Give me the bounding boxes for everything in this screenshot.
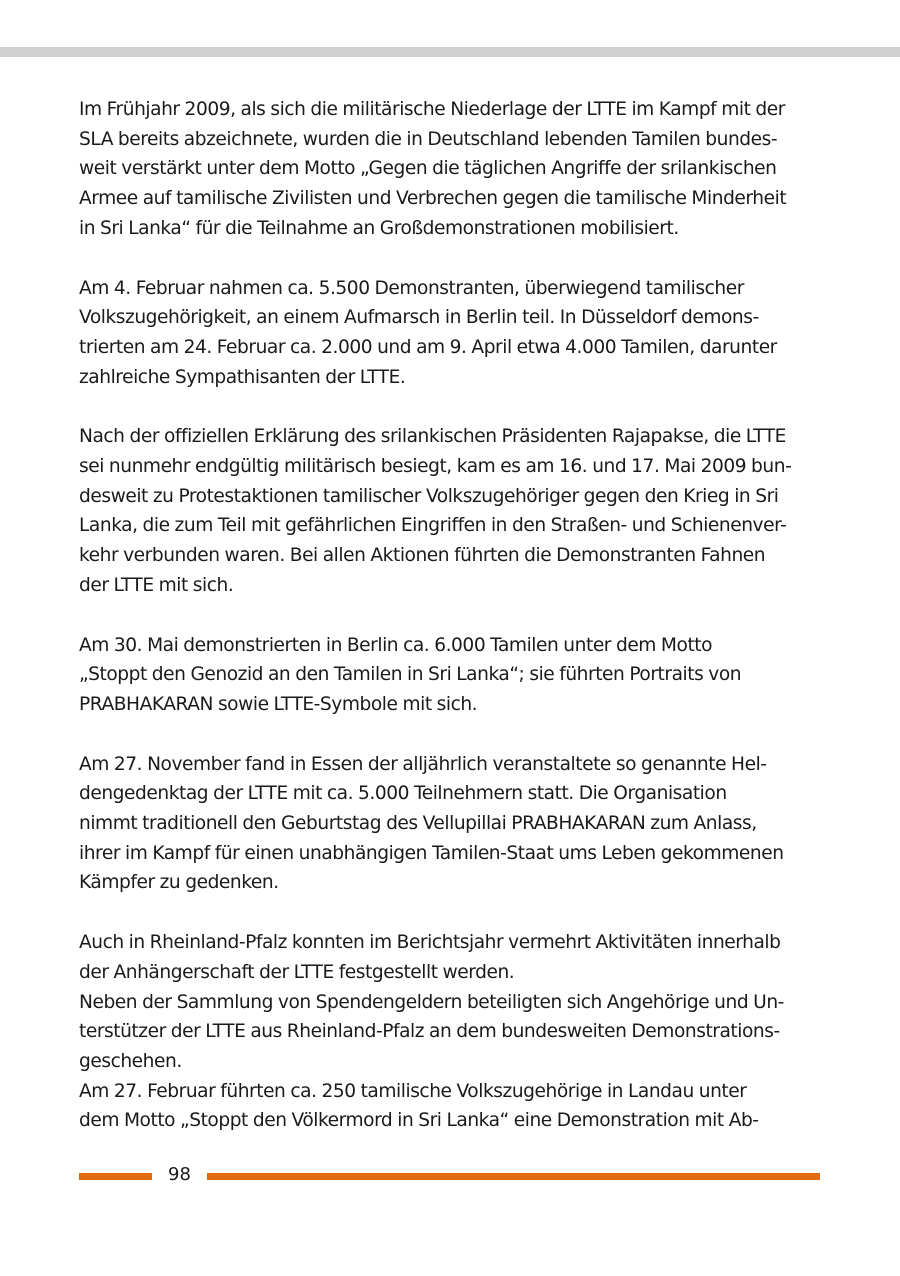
text-line: terstützer der LTTE aus Rheinland-Pfalz an dem bundesweiten Demonstrations- <box>79 1021 780 1043</box>
text-line: Am 30. Mai demonstrierten in Berlin ca. 6.000 Tamilen unter dem Motto <box>79 634 713 656</box>
text-line: der Anhängerschaft der LTTE festgestellt werden. <box>79 961 515 983</box>
header-rule <box>0 47 900 57</box>
text-line: in Sri Lanka“ für die Teilnahme an Großdemonstrationen mobilisiert. <box>79 217 679 239</box>
paragraph-4 <box>79 631 824 720</box>
paragraph-2 <box>79 274 824 393</box>
paragraph-5 <box>79 750 824 899</box>
footer-rule-right <box>207 1173 820 1180</box>
text-line: trierten am 24. Februar ca. 2.000 und am 9. April etwa 4.000 Tamilen, darunter <box>79 336 777 358</box>
text-line: dengedenktag der LTTE mit ca. 5.000 Teilnehmern statt. Die Organisation <box>79 783 727 805</box>
text-line: sei nunmehr endgültig militärisch besiegt, kam es am 16. und 17. Mai 2009 bun- <box>79 456 792 478</box>
text-line: Am 4. Februar nahmen ca. 5.500 Demonstranten, überwiegend tamilischer <box>79 277 744 299</box>
text-line: desweit zu Protestaktionen tamilischer Volkszugehöriger gegen den Krieg in Sri <box>79 485 779 507</box>
text-line: Armee auf tamilische Zivilisten und Verbrechen gegen die tamilische Minderheit <box>79 188 787 210</box>
text-line: ihrer im Kampf für einen unabhängigen Tamilen-Staat ums Leben gekommenen <box>79 842 784 864</box>
text-line: Am 27. Februar führten ca. 250 tamilische Volkszugehörige in Landau unter <box>79 1080 747 1102</box>
text-line: PRABHAKARAN sowie LTTE-Symbole mit sich. <box>79 693 478 715</box>
text-line: kehr verbunden waren. Bei allen Aktionen führten die Demonstranten Fahnen <box>79 545 766 567</box>
text-line: der LTTE mit sich. <box>79 574 234 596</box>
paragraph-1 <box>79 95 824 244</box>
text-line: Lanka, die zum Teil mit gefährlichen Eingriffen in den Straßen- und Schienenver- <box>79 515 787 537</box>
text-line: Am 27. November fand in Essen der alljährlich veranstaltete so genannte Hel- <box>79 753 767 775</box>
text-line: Volkszugehörigkeit, an einem Aufmarsch in Berlin teil. In Düsseldorf demons- <box>79 307 759 329</box>
text-line: SLA bereits abzeichnete, wurden die in Deutschland lebenden Tamilen bundes- <box>79 128 778 150</box>
text-line: dem Motto „Stoppt den Völkermord in Sri Lanka“ eine Demonstration mit Ab- <box>79 1110 759 1132</box>
text-line: Im Frühjahr 2009, als sich die militärische Niederlage der LTTE im Kampf mit der <box>79 99 785 120</box>
document-body <box>79 95 824 1136</box>
text-line: Kämpfer zu gedenken. <box>79 872 279 894</box>
paragraph-6 <box>79 928 824 1136</box>
page-number: 98 <box>168 1164 191 1185</box>
text-line: Neben der Sammlung von Spendengeldern beteiligten sich Angehörige und Un- <box>79 991 784 1013</box>
text-line: geschehen. <box>79 1050 182 1072</box>
text-line: Nach der offiziellen Erklärung des srilankischen Präsidenten Rajapakse, die LTTE <box>79 426 786 448</box>
paragraph-3 <box>79 422 824 600</box>
text-line: „Stoppt den Genozid an den Tamilen in Sri Lanka“; sie führten Portraits von <box>79 664 742 686</box>
text-line: weit verstärkt unter dem Motto „Gegen die täglichen Angriffe der srilankischen <box>79 158 777 180</box>
footer-rule-left <box>79 1173 152 1180</box>
text-line: Auch in Rheinland-Pfalz konnten im Berichtsjahr vermehrt Aktivitäten innerhalb <box>79 932 781 954</box>
text-line: zahlreiche Sympathisanten der LTTE. <box>79 366 406 388</box>
text-line: nimmt traditionell den Geburtstag des Vellupillai PRABHAKARAN zum Anlass, <box>79 813 757 835</box>
